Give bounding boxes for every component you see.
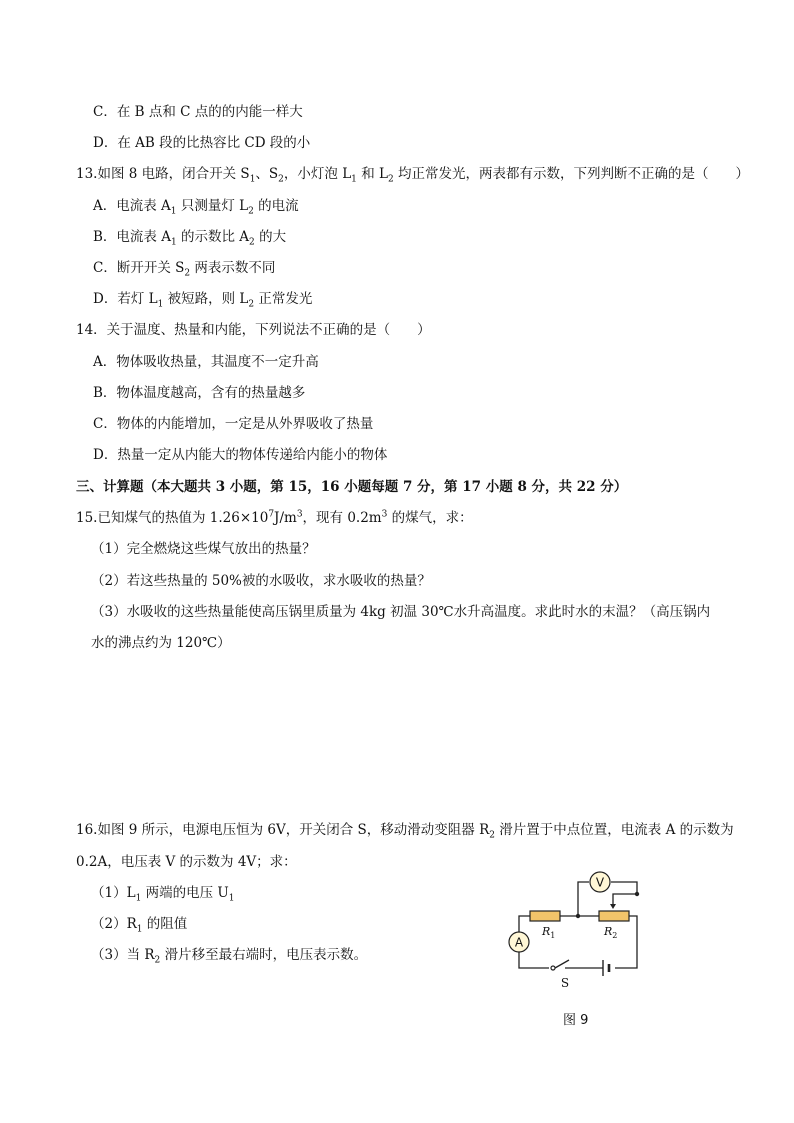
option-text: 正常发光: [254, 291, 313, 307]
subscript: 1: [135, 893, 142, 904]
subscript: 2: [278, 174, 284, 185]
switch-label: S: [560, 976, 570, 990]
junction-dot: [635, 892, 639, 896]
option-text: 的大: [254, 229, 287, 245]
q14-option-b: B．物体温度越高，含有的热量越多: [93, 385, 306, 401]
q15-part-3-cont: 水的沸点约为 120℃）: [91, 635, 231, 651]
rheostat-r2: [599, 911, 629, 921]
subscript: 1: [170, 237, 177, 248]
q12-option-c: C．在 B 点和 C 点的的内能一样大: [93, 104, 303, 120]
q14-option-d: D．热量一定从内能大的物体传递给内能小的物体: [93, 447, 388, 463]
option-text: 的电流: [253, 198, 299, 214]
junction-dot: [576, 914, 580, 918]
subscript: 1: [170, 206, 177, 217]
q13-option-c: [93, 259, 275, 277]
q13-stem: [76, 165, 749, 183]
q13-option-a: [93, 197, 299, 215]
subscript: 2: [612, 931, 618, 940]
part-text: （3）当 R: [91, 947, 155, 963]
q15-stem: [76, 509, 473, 527]
q16-stem: [76, 821, 734, 839]
q16-stem-cont: 0.2A，电压表 V 的示数为 4V；求：: [76, 854, 297, 870]
q16-part-2: [91, 915, 187, 933]
option-text: D．若灯 L: [93, 291, 158, 307]
q15-stem-text: ，现有 0.2m: [302, 510, 382, 526]
wire: [578, 882, 589, 916]
option-text: B．电流表 A: [93, 229, 171, 245]
option-text: 两表示数不同: [190, 260, 276, 276]
slider-arrow: [610, 904, 616, 909]
q15-stem-text: 的煤气，求：: [387, 510, 473, 526]
label-text: R: [542, 925, 551, 938]
wire: [519, 952, 549, 968]
q14-option-c: C．物体的内能增加，一定是从外界吸收了热量: [93, 416, 374, 432]
q15-part-2: （2）若这些热量的 50%被的水吸收，求水吸收的热量？: [91, 573, 431, 589]
q16-stem-text: 滑片置于中点位置，电流表 A 的示数为: [495, 822, 734, 838]
part-text: 的阻值: [142, 916, 188, 932]
q13-option-d: [93, 290, 312, 308]
option-text: 只测量灯 L: [176, 198, 249, 214]
subscript: 2: [489, 830, 495, 841]
q13-stem-text: 均正常发光，两表都有示数，下列判断不正确的是（ ）: [393, 166, 749, 182]
circuit-diagram: [505, 868, 655, 993]
figure-caption: 图 9: [563, 1013, 589, 1028]
subscript: 2: [249, 237, 255, 248]
voltmeter-label: V: [595, 875, 605, 890]
wire: [615, 916, 637, 968]
q16-part-1: [91, 884, 235, 902]
slider-wire: [613, 894, 637, 906]
q16-part-3: [91, 946, 367, 964]
section-heading: 三、计算题（本大题共 3 小题，第 15，16 小题每题 7 分，第 17 小题 8 分，共 22 分）: [76, 479, 628, 495]
subscript: 1: [157, 299, 164, 310]
superscript: 3: [296, 509, 303, 520]
switch-lever: [555, 960, 569, 968]
q13-option-b: [93, 228, 286, 246]
q13-stem-text: 和 L: [356, 166, 388, 182]
subscript: 2: [387, 174, 394, 185]
q16-stem-text: 16.如图 9 所示，电源电压恒为 6V，开关闭合 S，移动滑动变阻器 R: [76, 822, 490, 838]
q15-part-3: （3）水吸收的这些热量能使高压锅里质量为 4kg 初温 30℃水升高温度。求此时水的末温？（高压锅内: [91, 604, 711, 620]
subscript: 2: [154, 955, 161, 966]
subscript: 1: [351, 174, 357, 185]
subscript: 1: [550, 931, 556, 940]
subscript: 2: [248, 299, 255, 310]
ammeter-label: A: [514, 935, 524, 950]
r2-label: [603, 925, 617, 940]
q14-stem: 14．关于温度、热量和内能，下列说法不正确的是（ ）: [76, 322, 431, 338]
option-text: 的示数比 A: [176, 229, 250, 245]
q15-stem-text: 15.已知煤气的热值为 1.26×10: [76, 510, 269, 526]
q14-option-a: A．物体吸收热量，其温度不一定升高: [93, 354, 319, 370]
q13-stem-text: 、S: [255, 166, 279, 182]
r1-label: [541, 925, 555, 940]
option-text: C．断开开关 S: [93, 260, 185, 276]
q15-part-1: （1）完全燃烧这些煤气放出的热量？: [91, 541, 316, 557]
q13-stem-text: ，小灯泡 L: [283, 166, 352, 182]
resistor-r1: [530, 911, 560, 921]
q12-option-d: D．在 AB 段的比热容比 CD 段的小: [93, 135, 311, 151]
wire: [611, 882, 637, 894]
q15-stem-text: J/m: [274, 510, 297, 526]
superscript: 3: [381, 509, 388, 520]
subscript: 2: [248, 206, 254, 217]
part-text: 滑片移至最右端时，电压表示数。: [160, 947, 368, 963]
option-text: A．电流表 A: [93, 198, 171, 214]
subscript: 1: [249, 174, 256, 185]
subscript: 2: [184, 268, 191, 279]
label-text: R: [604, 925, 613, 938]
subscript: 1: [136, 924, 143, 935]
part-text: （1）L: [91, 885, 136, 901]
q13-stem-text: 13.如图 8 电路，闭合开关 S: [76, 166, 250, 182]
subscript: 1: [228, 893, 235, 904]
superscript: 7: [268, 509, 275, 520]
part-text: （2）R: [91, 916, 137, 932]
option-text: 被短路，则 L: [163, 291, 249, 307]
switch-terminal: [551, 966, 555, 970]
part-text: 两端的电压 U: [141, 885, 229, 901]
wire: [519, 916, 530, 932]
